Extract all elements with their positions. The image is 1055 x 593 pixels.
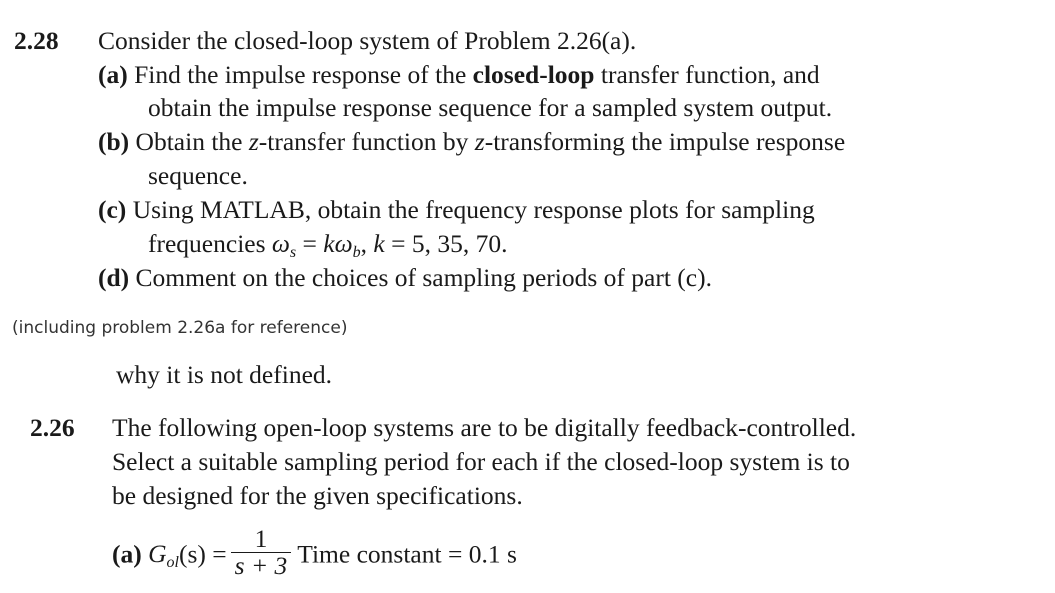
s-argument: (s) =: [178, 539, 227, 569]
part-c-label: (c): [98, 195, 127, 224]
fraction-denominator: s + 3: [231, 552, 292, 579]
transfer-function-fraction: [231, 526, 292, 579]
part-a-line-2: obtain the impulse response sequence for a sampled system output.: [148, 93, 833, 122]
part-a-text-pre: Find the impulse response of the: [134, 60, 467, 89]
k-variable: k: [373, 229, 385, 258]
problem-2-26-line-3: be designed for the given specifications.: [112, 481, 523, 510]
k-values: = 5, 35, 70.: [384, 229, 508, 258]
part-b-line-2: sequence.: [148, 161, 248, 190]
g-ol: $G_{ol}$: [148, 539, 179, 572]
fraction-numerator: 1: [254, 524, 268, 553]
part-c-line-1: [98, 194, 815, 226]
part-d-label: (d): [98, 263, 130, 292]
problem-2-28-intro: Consider the closed-loop system of Problem 2.26(a).: [98, 26, 637, 55]
k-omega-b: $k\omega_b$: [323, 229, 361, 261]
part-b-line-1: [98, 126, 845, 158]
cropped-text-fragment: why it is not defined.: [116, 360, 333, 389]
part-a-line-1: [98, 59, 820, 91]
part-b-z-1: z: [248, 127, 259, 156]
reference-note: (including problem 2.26a for reference): [12, 318, 348, 338]
omega-s: $\omega_s$: [271, 229, 297, 261]
part-d-line-1: [98, 262, 712, 294]
part-b-text-post: -transforming the impulse response: [484, 127, 846, 156]
part-a-text-post: transfer function, and: [600, 60, 820, 89]
part-b-z-2: z: [474, 127, 485, 156]
problem-2-26-number: 2.26: [30, 413, 75, 442]
part-a-bold-closed-loop: closed-loop: [472, 60, 595, 89]
problem-2-28-number: 2.28: [14, 26, 59, 55]
problem-2-26-part-a: [112, 524, 517, 583]
part-c-text-1: Using MATLAB, obtain the frequency response plots for sampling: [132, 195, 815, 224]
equals: =: [296, 229, 324, 258]
problem-2-26-line-2: Select a suitable sampling period for each if the closed-loop system is to: [112, 447, 850, 476]
time-constant-spec: Time constant = 0.1 s: [297, 539, 517, 569]
part-b-text-pre: Obtain the: [135, 127, 243, 156]
problem-2-26-part-a-label: (a): [112, 539, 142, 569]
part-d-text: Comment on the choices of sampling periods of part (c).: [135, 263, 712, 292]
problem-2-26-line-1: The following open-loop systems are to be digitally feedback-controlled.: [112, 413, 857, 442]
part-b-text-mid: -transfer function by: [258, 127, 469, 156]
comma: ,: [360, 229, 374, 258]
part-a-label: (a): [98, 60, 128, 89]
part-b-label: (b): [98, 127, 130, 156]
part-c-text-2-pre: frequencies: [148, 229, 266, 258]
